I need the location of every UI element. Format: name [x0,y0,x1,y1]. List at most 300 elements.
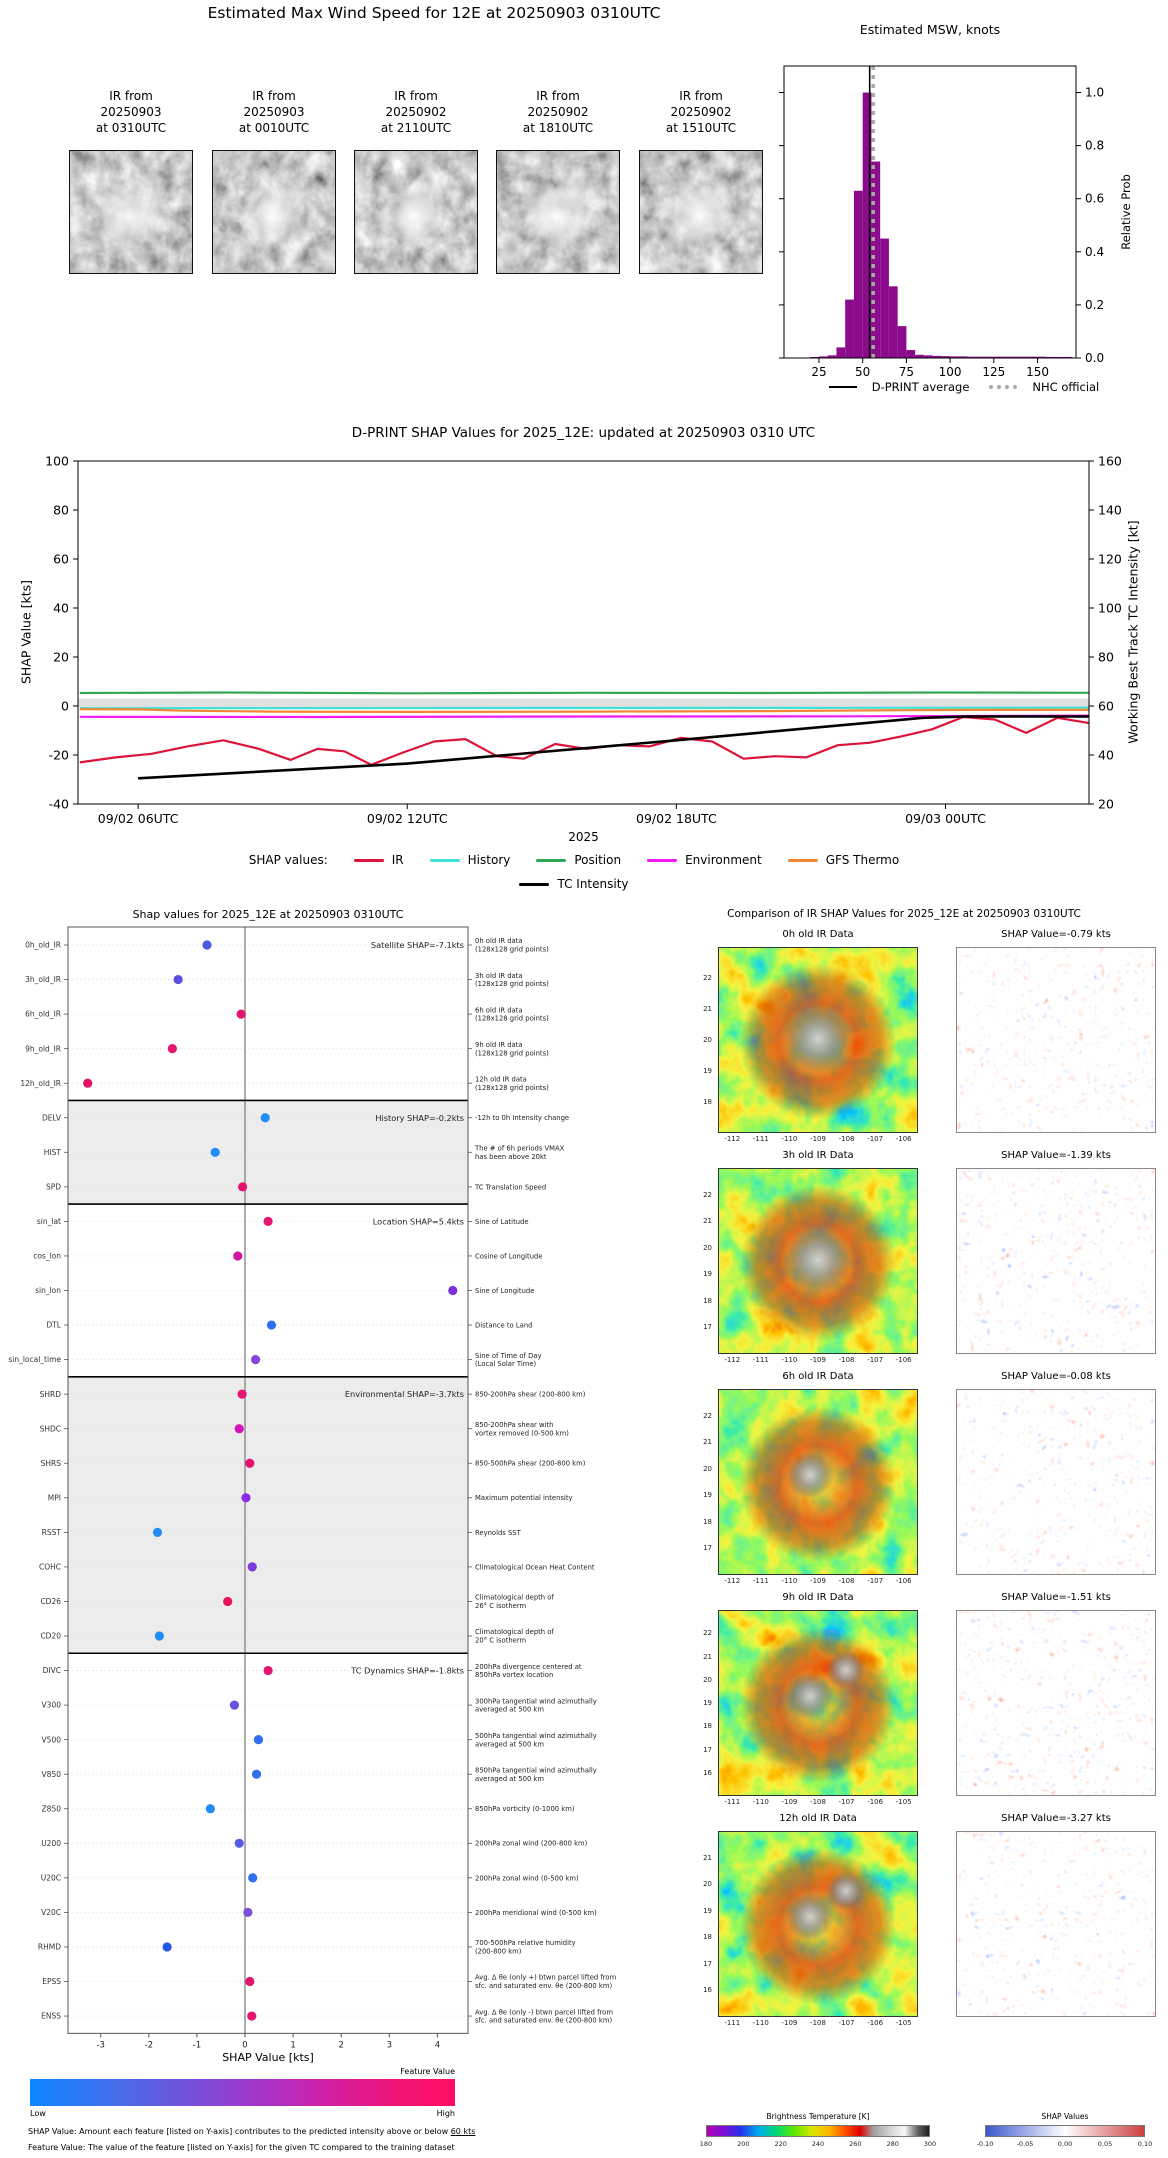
legend-label: D-PRINT average [871,380,970,394]
shap-values-colorbar [985,2125,1145,2137]
bt-colorbar-tick: 200 [737,2140,750,2148]
shap-value-map [956,1168,1156,1354]
ir-thumbnail-label-line: IR from [252,89,296,103]
histogram-bar [906,350,915,358]
group-label: Satellite SHAP=-7.1kts [370,940,464,950]
ir-thumbnail-label-line: IR from [679,89,723,103]
lon-tick-label: -109 [810,1135,826,1143]
timeseries-legend [0,853,1148,867]
histogram-x-tick-label: 25 [811,365,827,378]
lon-tick-label: -109 [810,1356,826,1364]
feature-description: Reynolds SST [475,1528,521,1537]
colorbar-high-label: High [436,2109,455,2118]
feature-value-colorbar [30,2079,455,2106]
ir-thumbnail-label-line: IR from [109,89,153,103]
shap-dot-V850 [252,1770,261,1779]
histogram-x-tick-label: 125 [982,365,1006,378]
lon-tick-label: -112 [724,1577,741,1585]
feature-label: COHC [38,1562,61,1572]
lat-tick-label: 16 [703,1768,712,1777]
ir-thumbnail-label-line: at 1810UTC [522,121,594,135]
series-line-tc-intensity [138,717,1089,779]
series-line-ir [80,717,1089,765]
shap-colorbar-tick: -0.10 [976,2140,994,2148]
lat-tick-label: 17 [703,1544,712,1553]
figure-title: Estimated Max Wind Speed for 12E at 20250903 0310UTC [207,4,661,22]
histogram-bar [898,326,907,358]
nhc-official-swatch [989,385,1017,389]
ir-thumbnail-label [354,88,478,136]
dotplot-x-tick-label: 4 [434,2040,441,2051]
feature-label: V300 [41,1700,61,1710]
ir-data-image [718,947,918,1133]
shap-value-image [956,1389,1156,1575]
right-y-tick-label: 60 [1098,698,1114,714]
lon-tick-label: -107 [867,1356,884,1364]
lon-tick-label: -109 [781,1798,798,1806]
feature-description: 200hPa meridional wind (0-500 km) [475,1908,597,1917]
lat-tick-label: 22 [703,1411,712,1420]
shap-dot-RSST [153,1528,162,1537]
ir-data-image [718,1389,918,1575]
right-y-tick-label: 140 [1098,502,1122,518]
feature-label: cos_lon [33,1251,61,1261]
group-label: TC Dynamics SHAP=-1.8kts [351,1665,464,1676]
ir-satellite-image [496,150,620,274]
feature-description: Distance to Land [475,1321,533,1330]
shap-dot-CD26 [223,1597,232,1606]
shap-value-map [956,947,1156,1133]
ir-thumbnail-label-line: at 0310UTC [95,121,167,135]
legend-label: History [467,853,511,867]
feature-label: 3h_old_IR [25,975,61,985]
histogram-y-tick-label: 0.8 [1085,138,1105,153]
lat-tick-label: 21 [703,1438,712,1447]
dprint-average-swatch [829,386,857,388]
lat-tick-label: 20 [703,1675,712,1684]
timeseries-legend-row2 [0,877,1148,891]
lon-tick-label: -106 [895,1135,912,1143]
right-y-tick-label: 80 [1098,649,1114,665]
feature-label: sin_lon [35,1286,61,1296]
group-label: Environmental SHAP=-3.7kts [344,1389,464,1400]
ir-thumbnail-row [0,0,760,290]
lon-tick-label: -112 [724,1135,741,1143]
lat-tick-label: 21 [703,1853,712,1862]
histogram-y-tick-label: 0.6 [1085,191,1105,206]
lon-tick-label: -110 [752,1798,769,1806]
feature-description: Avg. Δ θe (only -) btwn parcel lifted from [475,2008,613,2017]
lat-tick-label: 19 [703,1906,712,1915]
lon-tick-label: -108 [810,1798,826,1806]
cold-overshoot-blob [786,1672,834,1720]
lat-tick-label: 20 [703,1880,712,1889]
legend-label: Environment [685,853,762,867]
lon-tick-label: -105 [895,1798,912,1806]
lon-tick-label: -106 [895,1356,912,1364]
feature-description: (Local Solar Time) [475,1360,537,1369]
ir-thumbnail-label-line: 20250902 [527,105,589,119]
ir-thumbnail-label-line: 20250902 [385,105,447,119]
shap-map-title: SHAP Value=-3.27 kts [1001,1813,1111,1824]
series-line-gfs-thermo [80,709,1089,712]
feature-description: 850hPa vorticity (0-1000 km) [475,1805,575,1814]
histogram-frame [784,66,1076,358]
shap-colorbar-tick: 0.00 [1057,2140,1073,2148]
lon-tick-label: -105 [895,2019,912,2027]
left-y-tick-label: 0 [61,698,69,714]
colorbar-low-label: Low [30,2109,46,2118]
legend-item-dprint-average [829,380,970,394]
feature-description: 850hPa vortex location [475,1671,554,1680]
histogram-title: Estimated MSW, knots [859,22,1001,37]
feature-description: averaged at 500 km [475,1705,544,1714]
legend-item-tc-intensity [519,877,628,891]
ir-thumbnail [212,150,336,274]
ir-data-map [718,947,918,1133]
shap-dot-SHRS [245,1459,254,1468]
feature-description: (128x128 grid points) [475,1014,549,1023]
feature-label: RSST [41,1527,61,1537]
shap-map-title: SHAP Value=-1.51 kts [1001,1592,1111,1603]
ir-data-map [718,1831,918,2017]
lon-tick-label: -111 [724,2019,741,2027]
shap-value-map [956,1389,1156,1575]
ir-shap-comparison-panel [500,905,1168,2158]
lon-tick-label: -111 [752,1356,769,1364]
lat-tick-label: 21 [703,1652,712,1661]
lat-tick-label: 22 [703,1190,712,1199]
shap-dot-DTL [267,1320,276,1329]
lon-tick-label: -108 [810,2019,826,2027]
histogram-y-tick-label: 0.2 [1085,297,1105,312]
footnote-text: SHAP Value: Amount each feature [listed on Y-axis] contributes to the predicted intensity above or below [28,2127,451,2136]
series-line-position [80,693,1089,694]
shap-dot-6h_old_IR [237,1010,246,1019]
lon-tick-label: -109 [810,1577,826,1585]
lat-tick-label: 19 [703,1067,712,1075]
group-shading [68,1377,468,1653]
histogram-plot [760,18,1168,378]
ir-thumbnail [69,150,193,274]
feature-label: 6h_old_IR [25,1009,61,1019]
shap-value-footnote [28,2127,475,2136]
shap-dot-SPD [238,1182,247,1191]
ir-data-map [718,1389,918,1575]
shap-dot-V500 [254,1735,263,1744]
ir-data-map [718,1610,918,1796]
lat-tick-label: 22 [703,974,712,982]
feature-description: 26° C isotherm [475,1602,527,1611]
shap-dot-SHDC [235,1424,244,1433]
shap-value-image [956,1168,1156,1354]
ir-thumbnail-label-line: IR from [394,89,438,103]
feature-description: (128x128 grid points) [475,1083,549,1092]
dotplot-x-tick-label: 2 [338,2040,344,2051]
feature-description: 0h old IR data [475,937,523,946]
bt-colorbar-tick: 300 [923,2140,937,2148]
legend-item-gfs-thermo [788,853,900,867]
lon-tick-label: -107 [838,2019,855,2027]
feature-label: sin_local_time [8,1355,61,1365]
lat-tick-label: 16 [703,1986,712,1995]
msw-histogram-bars [810,93,1072,358]
left-y-tick-label: -20 [48,747,69,763]
lon-tick-label: -106 [867,1798,884,1806]
group-label: History SHAP=-0.2kts [375,1112,464,1123]
dotplot-x-tick-label: -2 [144,2040,154,2051]
ir-map-title: 12h old IR Data [779,1813,857,1824]
ir-map-title: 6h old IR Data [782,1371,854,1382]
shap-dot-12h_old_IR [83,1079,92,1088]
right-y-tick-label: 40 [1098,747,1114,763]
feature-description: (200-800 km) [475,1947,522,1956]
lon-tick-label: -108 [838,1356,855,1364]
lat-tick-label: 19 [703,1699,712,1707]
feature-description: Maximum potential intensity [475,1494,573,1503]
shap-dot-RHMD [162,1942,171,1951]
histogram-legend [760,380,1168,394]
legend-label: GFS Thermo [825,853,900,867]
feature-description: 6h old IR data [475,1006,523,1015]
x-tick-label: 09/02 12UTC [366,811,448,826]
timeseries-ylabel-left: SHAP Value [kts] [18,579,34,685]
feature-description: averaged at 500 km [475,1774,544,1783]
feature-label: V500 [41,1735,61,1745]
legend-item-history [430,853,511,867]
x-tick-label: 09/02 18UTC [636,811,717,826]
feature-description: (128x128 grid points) [475,980,549,989]
timeseries-title: D-PRINT SHAP Values for 2025_12E: updated at 20250903 0310 UTC [351,425,816,441]
right-y-tick-label: 20 [1098,796,1114,812]
feature-description: 3h old IR data [475,971,523,980]
ir-thumbnail-label-line: at 0010UTC [238,121,310,135]
timeseries-xlabel: 2025 [568,830,599,844]
shap-dot-V20C [243,1908,252,1917]
lat-tick-label: 20 [703,1464,712,1473]
feature-description: Avg. Δ θe (only +) btwn parcel lifted from [475,1973,617,1982]
legend-label: TC Intensity [557,877,629,891]
legend-swatch [647,859,677,862]
histogram-bar [854,191,863,358]
feature-label: V20C [41,1908,61,1917]
histogram-x-tick-label: 75 [898,365,915,378]
lon-tick-label: -110 [752,2019,769,2027]
feature-description: 850-500hPa shear (200-800 km) [475,1459,586,1468]
histogram-x-tick-label: 150 [1026,365,1049,378]
feature-description: sfc. and saturated env. θe (200-800 km) [475,2016,613,2025]
feature-label: SHDC [39,1424,61,1434]
lat-tick-label: 20 [703,1036,712,1044]
dotplot-x-tick-label: 0 [242,2040,248,2051]
feature-description: Climatological depth of [475,1593,554,1602]
ir-thumbnail-label-line: IR from [536,89,580,103]
feature-value-footnote [28,2143,455,2152]
histogram-bar [836,347,845,358]
right-y-tick-label: 100 [1098,600,1122,616]
histogram-ylabel: Relative Prob [1119,174,1133,250]
shap-dot-U20C [248,1873,257,1882]
feature-label: U200 [41,1838,61,1848]
histogram-y-tick-label: 0.4 [1085,244,1105,259]
histogram-bar [845,300,854,358]
legend-title: SHAP values: [248,853,328,867]
feature-label: SPD [45,1182,61,1192]
feature-description: sfc. and saturated env. θe (200-800 km) [475,1982,613,1991]
dotplot-x-tick-label: 1 [290,2040,296,2051]
ir-thumbnail [639,150,763,274]
feature-description: 300hPa tangential wind azimuthally [475,1697,597,1706]
legend-swatch [788,859,818,862]
shap-map-title: SHAP Value=-0.08 kts [1001,1371,1111,1382]
lon-tick-label: -106 [867,2019,884,2027]
feature-description: Sine of Time of Day [475,1351,542,1360]
zero-band [78,699,1089,708]
shap-value-map [956,1831,1156,2017]
right-y-tick-label: 160 [1098,453,1122,469]
msw-histogram-panel [760,18,1168,410]
lon-tick-label: -109 [781,2019,798,2027]
feature-description: 850-200hPa shear with [475,1420,554,1429]
shap-value-image [956,947,1156,1133]
legend-label: IR [391,853,404,867]
dotplot-x-tick-label: -3 [96,2040,105,2051]
feature-label: DIVC [42,1666,61,1676]
legend-swatch [354,859,384,862]
feature-description: has been above 20kt [475,1152,547,1161]
legend-swatch [536,859,566,862]
legend-item-nhc-official [989,380,1099,394]
x-tick-label: 09/03 00UTC [905,811,986,826]
shap-dot-EPSS [245,1977,254,1986]
right-y-tick-label: 120 [1098,551,1122,567]
legend-label: Position [574,853,622,867]
feature-label: MPI [47,1493,61,1503]
ir-thumbnail-label-line: 20250903 [243,105,305,119]
feature-label: CD26 [40,1597,61,1607]
feature-description: averaged at 500 km [475,1740,544,1749]
ir-data-map [718,1168,918,1354]
lon-tick-label: -110 [781,1135,798,1143]
dotplot-x-tick-label: 3 [386,2040,393,2051]
shap-dot-Z850 [206,1804,215,1813]
legend-label: NHC official [1032,380,1100,394]
timeseries-frame [78,461,1089,804]
feature-description: (128x128 grid points) [475,945,549,954]
left-y-tick-label: 20 [53,649,69,665]
ir-thumbnail-label-line: at 1510UTC [665,121,737,135]
left-y-tick-label: -40 [48,796,69,812]
feature-label: U20C [40,1873,61,1883]
feature-description: 12h old IR data [475,1075,527,1084]
feature-label: RHMD [37,1942,61,1952]
shap-dot-SHRD [238,1390,247,1399]
feature-label: DTL [46,1320,61,1330]
shap-dot-DIVC [263,1666,272,1675]
ir-thumbnail-label [496,88,620,136]
shap-dot-CD20 [155,1631,164,1640]
feature-label: CD20 [40,1631,61,1641]
left-y-tick-label: 100 [45,453,69,469]
ir-map-title: 9h old IR Data [782,1592,854,1603]
shap-map-title: SHAP Value=-1.39 kts [1001,1150,1111,1161]
bt-colorbar-tick: 220 [774,2140,787,2148]
lon-tick-label: -111 [724,1798,741,1806]
lat-tick-label: 18 [703,1722,712,1731]
shap-dot-DELV [261,1113,270,1122]
feature-description: Cosine of Longitude [475,1252,543,1261]
cold-overshoot-blob [786,1451,834,1499]
bt-colorbar-tick: 280 [886,2140,899,2148]
lon-tick-label: -110 [781,1577,798,1585]
left-y-tick-label: 60 [53,551,69,567]
ir-thumbnail [354,150,478,274]
histogram-bar [880,239,889,358]
lon-tick-label: -107 [838,1798,855,1806]
lat-tick-label: 21 [703,1217,712,1226]
feature-description: (128x128 grid points) [475,1049,549,1058]
shap-value-map [956,1610,1156,1796]
timeseries-plot [0,425,1168,845]
ir-thumbnail-label-line: 20250902 [670,105,732,119]
lat-tick-label: 18 [703,1296,712,1305]
ir-thumbnail-label [212,88,336,136]
shap-dot-0h_old_IR [202,940,211,949]
shap-dot-ENSS [247,2011,256,2020]
feature-description: 200hPa divergence centered at [475,1662,582,1671]
ir-satellite-image [69,150,193,274]
histogram-x-tick-label: 50 [855,365,871,378]
cold-overshoot-blob [784,1005,852,1073]
footnote-text: Feature Value: The value of the feature [listed on Y-axis] for the given TC compared to the training dataset [28,2143,455,2152]
x-tick-label: 09/02 06UTC [97,811,179,826]
shap-dot-MPI [241,1493,250,1502]
lon-tick-label: -108 [838,1135,855,1143]
feature-label: ENSS [41,2011,61,2021]
bt-colorbar-label: Brightness Temperature [K] [766,2112,870,2121]
feature-description: 9h old IR data [475,1040,523,1049]
feature-description: TC Translation Speed [475,1183,547,1192]
shap-value-image [956,1610,1156,1796]
shap-dot-3h_old_IR [174,975,183,984]
ir-map-title: 0h old IR Data [782,929,854,940]
histogram-x-tick-label: 100 [938,365,962,378]
histogram-y-tick-label: 0.0 [1085,351,1105,365]
shap-timeseries-panel [0,425,1168,925]
lat-tick-label: 21 [703,1005,712,1013]
feature-label: EPSS [42,1977,61,1987]
ir-thumbnail-label-line: at 2110UTC [380,121,452,135]
feature-description: 200hPa zonal wind (0-500 km) [475,1874,579,1883]
shap-colorbar-tick: 0.10 [1137,2140,1153,2148]
ir-data-image [718,1831,918,2017]
shap-map-title: SHAP Value=-0.79 kts [1001,929,1111,940]
ir-thumbnail-label [639,88,763,136]
feature-description: 500hPa tangential wind azimuthally [475,1731,597,1740]
ir-satellite-image [639,150,763,274]
bt-colorbar-tick: 260 [849,2140,862,2148]
bt-colorbar-tick: 180 [699,2140,713,2148]
lat-tick-label: 18 [703,1933,712,1942]
series-line-history [80,708,1089,709]
group-label: Location SHAP=5.4kts [372,1216,464,1227]
ir-thumbnail-label [69,88,193,136]
legend-item-environment [647,853,762,867]
shap-dot-COHC [248,1562,257,1571]
bt-colorbar-tick: 240 [811,2140,825,2148]
feature-description: 20° C isotherm [475,1636,527,1645]
lat-tick-label: 19 [703,1491,712,1500]
